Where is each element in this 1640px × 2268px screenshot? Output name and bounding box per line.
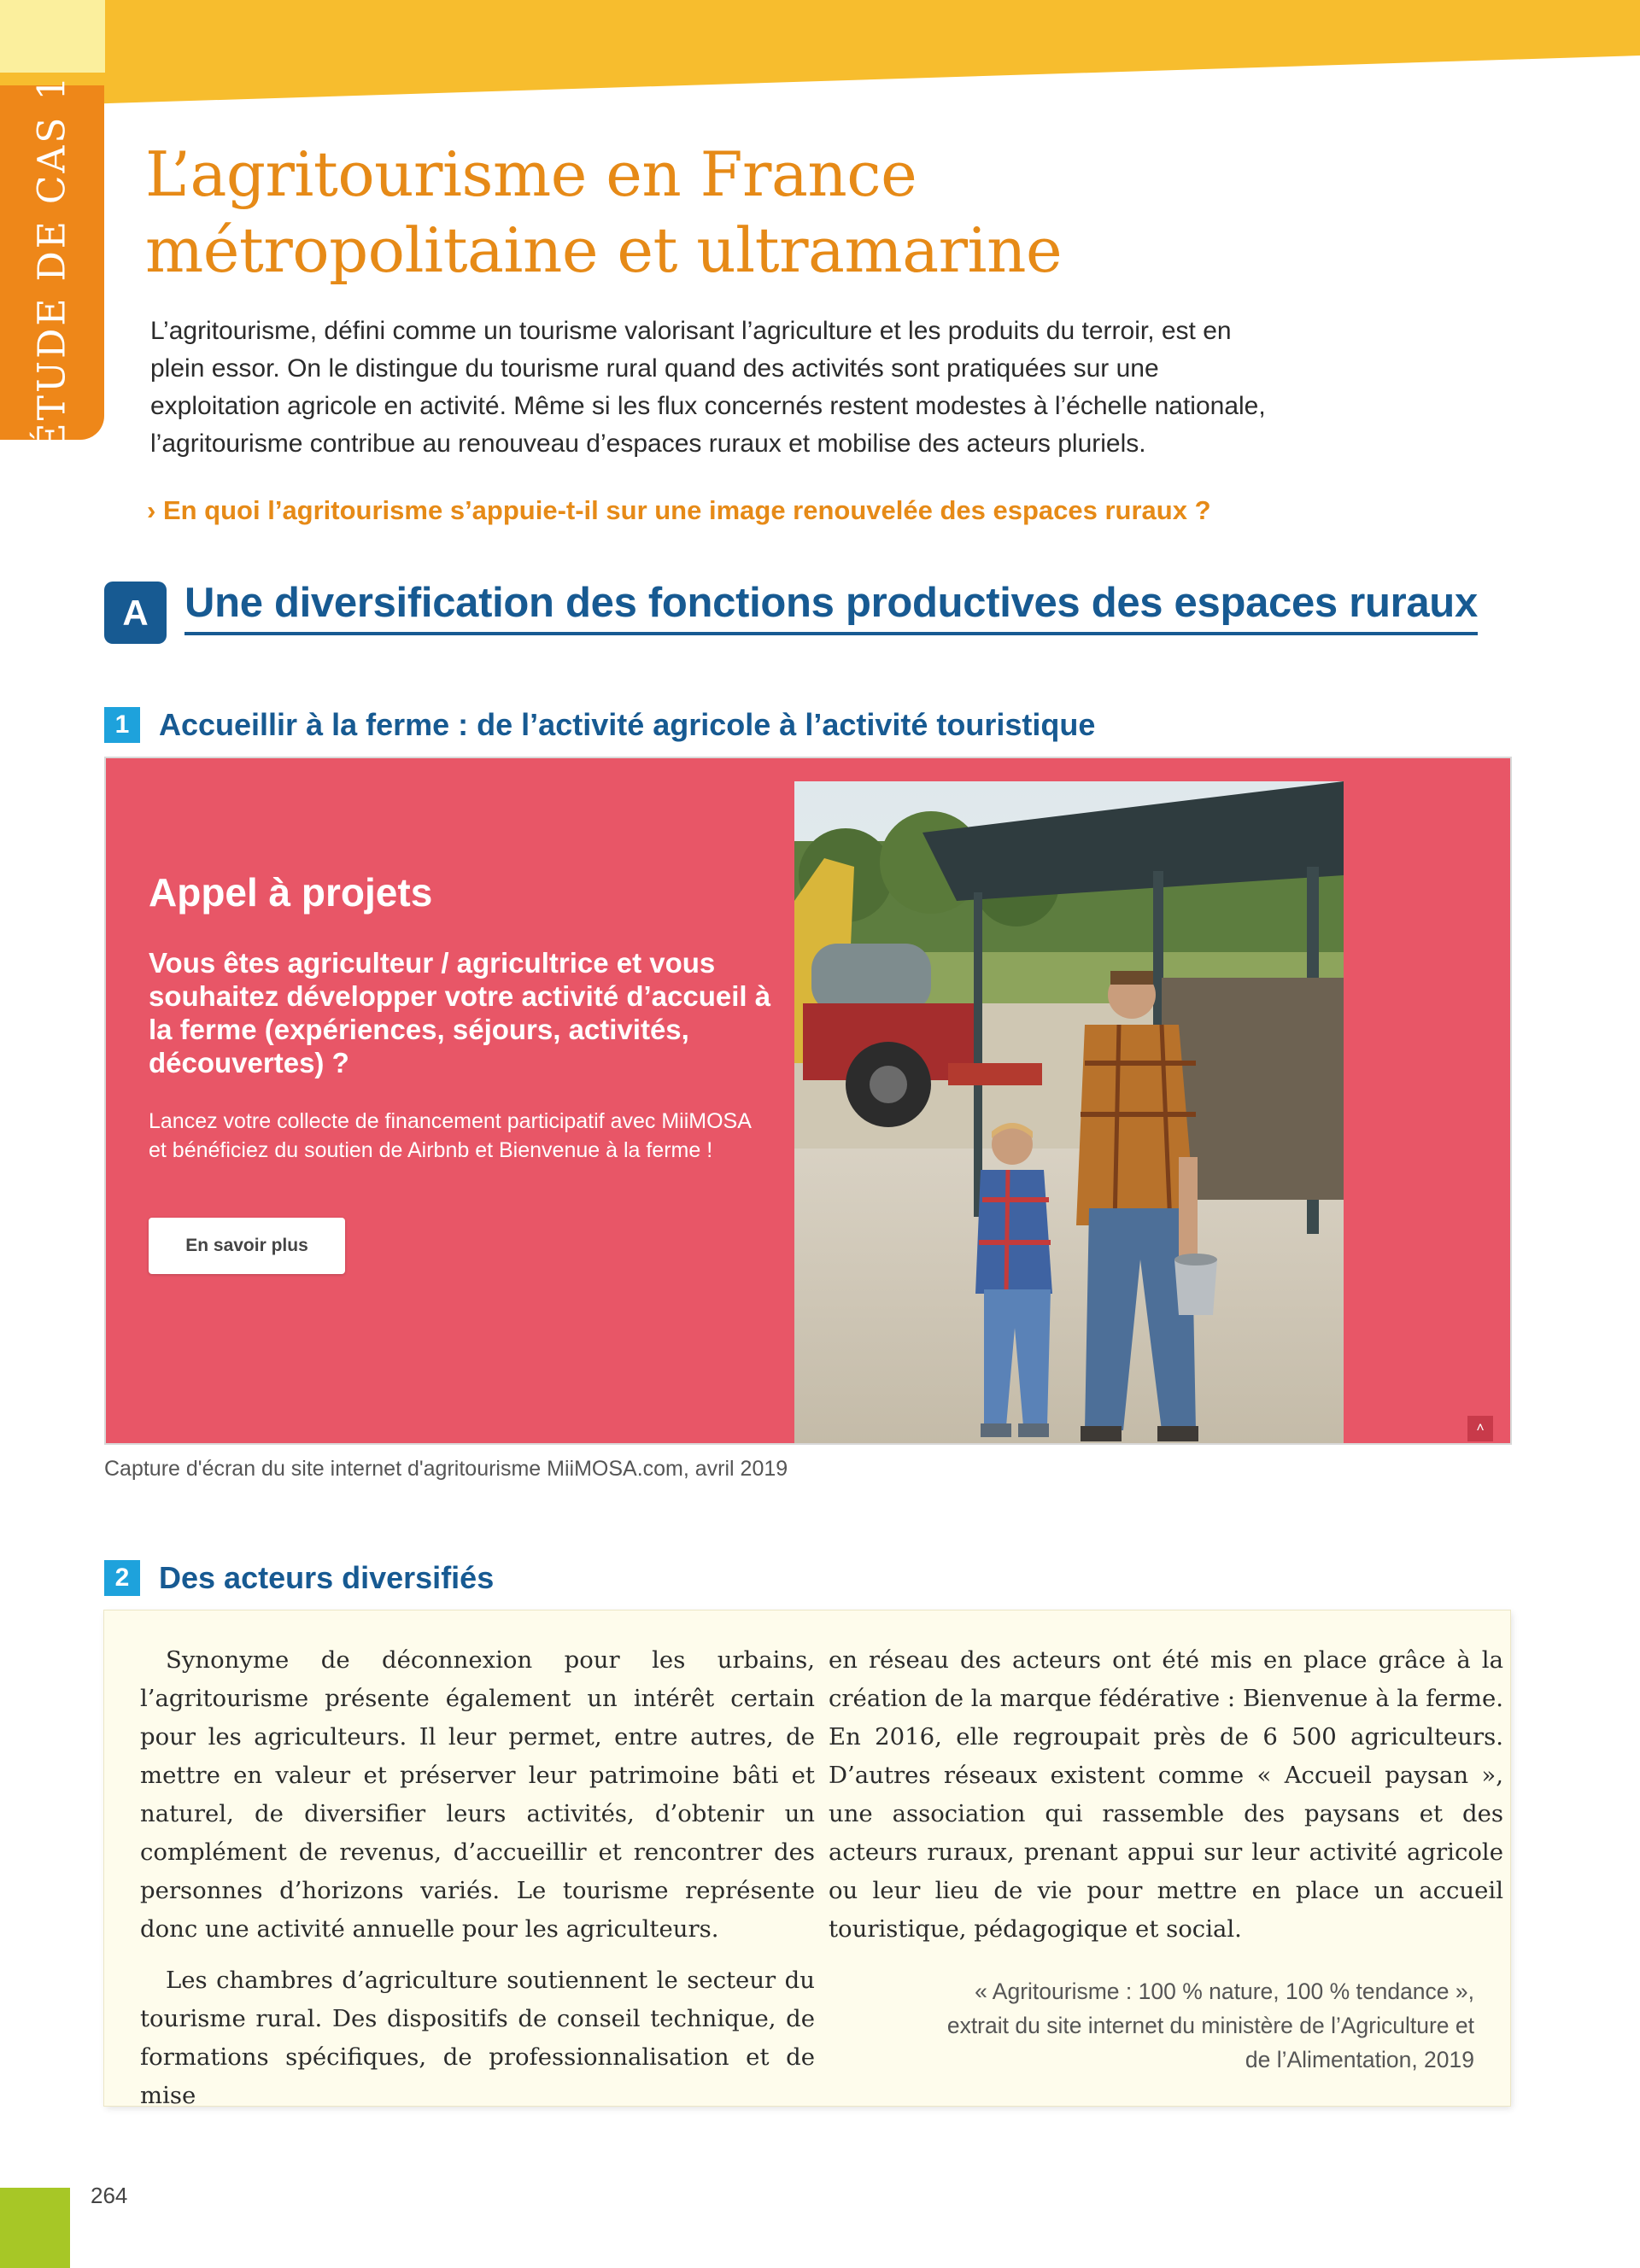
doc-2-text-box bbox=[104, 1610, 1510, 2109]
doc-2-heading bbox=[104, 1560, 494, 1596]
doc-1-caption: Capture d'écran du site internet d'agritourisme MiiMOSA.com, avril 2019 bbox=[104, 1457, 788, 1481]
doc-1-heading bbox=[104, 707, 1095, 743]
doc-2-source-line-2: extrait du site internet du ministère de l’Agriculture et bbox=[946, 2013, 1474, 2038]
problem-question bbox=[147, 495, 1211, 526]
problem-question-text: En quoi l’agritourisme s’appuie-t-il sur une image renouvelée des espaces ruraux ? bbox=[162, 495, 1211, 525]
doc-2-source-line-1: « Agritourisme : 100 % nature, 100 % tendance », bbox=[975, 1979, 1474, 2004]
doc-2-paragraph-2: Les chambres d’agriculture soutiennent le secteur du tourisme rural. Des dispositifs de conseil technique, de formations spécifiques, de professionnalisation et de mise bbox=[140, 1967, 815, 2109]
farm-photo bbox=[794, 781, 1344, 1445]
page-corner-block bbox=[0, 2188, 70, 2268]
intro-paragraph: L’agritourisme, défini comme un tourisme valorisant l’agriculture et les produits du terroir, est en plein essor. On le distingue du tourisme rural quand des activités sont pratiquées sur une exploitation agricole en activité. Même si les flux concernés restent modestes à l’échelle nationale, l’agritourisme contribue au renouveau d’espaces ruraux et mobilise des acteurs pluriels. bbox=[150, 317, 1266, 458]
scroll-to-top-button[interactable]: ˄ bbox=[1467, 1416, 1493, 1441]
top-color-band bbox=[0, 0, 1640, 107]
doc-1-title: Accueillir à la ferme : de l’activité agricole à l’activité touristique bbox=[159, 707, 1096, 742]
page-title-line-1: L’agritourisme en France bbox=[145, 138, 917, 210]
doc-1-number: 1 bbox=[104, 707, 140, 743]
en-savoir-plus-button[interactable]: En savoir plus bbox=[149, 1218, 345, 1274]
doc-2-title: Des acteurs diversifiés bbox=[159, 1560, 495, 1595]
doc-2-source-line-3: de l’Alimentation, 2019 bbox=[1245, 2047, 1474, 2072]
doc-2-paragraph-1: Synonyme de déconnexion pour les urbains, l’agritourisme présente également un intérêt certain pour les agriculteurs. Il leur permet, entre autres, de mettre en valeur et préserver leur patrimoine bâti et naturel, de diversifier leurs activités, d’obtenir un complément de revenus, d’accueillir et rencontrer des personnes d’horizons variés. Le tourisme représente donc une activité annuelle pour les agriculteurs. bbox=[140, 1646, 815, 1943]
appel-subheading: Vous êtes agriculteur / agricultrice et vous souhaitez développer votre activité d’accueil à la ferme (expériences, séjours, activités, découvertes) ? bbox=[149, 947, 771, 1078]
page-number: 264 bbox=[91, 2183, 128, 2208]
doc-2-source bbox=[829, 1974, 1474, 2077]
section-a-title: Une diversification des fonctions productives des espaces ruraux bbox=[184, 579, 1478, 635]
miimosa-screenshot bbox=[104, 757, 1512, 1445]
doc-2-column-1 bbox=[140, 1641, 815, 2115]
top-corner-block bbox=[0, 0, 105, 73]
section-a-badge: A bbox=[104, 582, 167, 644]
chevron-right-icon: › bbox=[147, 495, 156, 525]
page-title bbox=[145, 137, 1062, 289]
appel-heading: Appel à projets bbox=[149, 870, 433, 915]
doc-2-paragraph-3: en réseau des acteurs ont été mis en place grâce à la création de la marque fédérative : Bienvenue à la ferme. En 2016, elle regroupait près de 6 500 agriculteurs. D’autres réseaux existent comme « Accueil paysan », une association qui rassemble des paysans et des acteurs ruraux, prenant appui sur leur activité agricole ou leur lieu de vie pour mettre en place un accueil touristique, pédagogique et social. bbox=[829, 1646, 1503, 1943]
doc-2-number: 2 bbox=[104, 1560, 140, 1596]
page-title-line-2: métropolitaine et ultramarine bbox=[145, 214, 1063, 286]
appel-body: Lancez votre collecte de financement participatif avec MiiMOSA et bénéficiez du soutien de Airbnb et Bienvenue à la ferme ! bbox=[149, 1109, 751, 1162]
doc-2-column-2 bbox=[829, 1641, 1503, 1949]
side-tab-label: ÉTUDE DE CAS 1 bbox=[30, 73, 74, 451]
